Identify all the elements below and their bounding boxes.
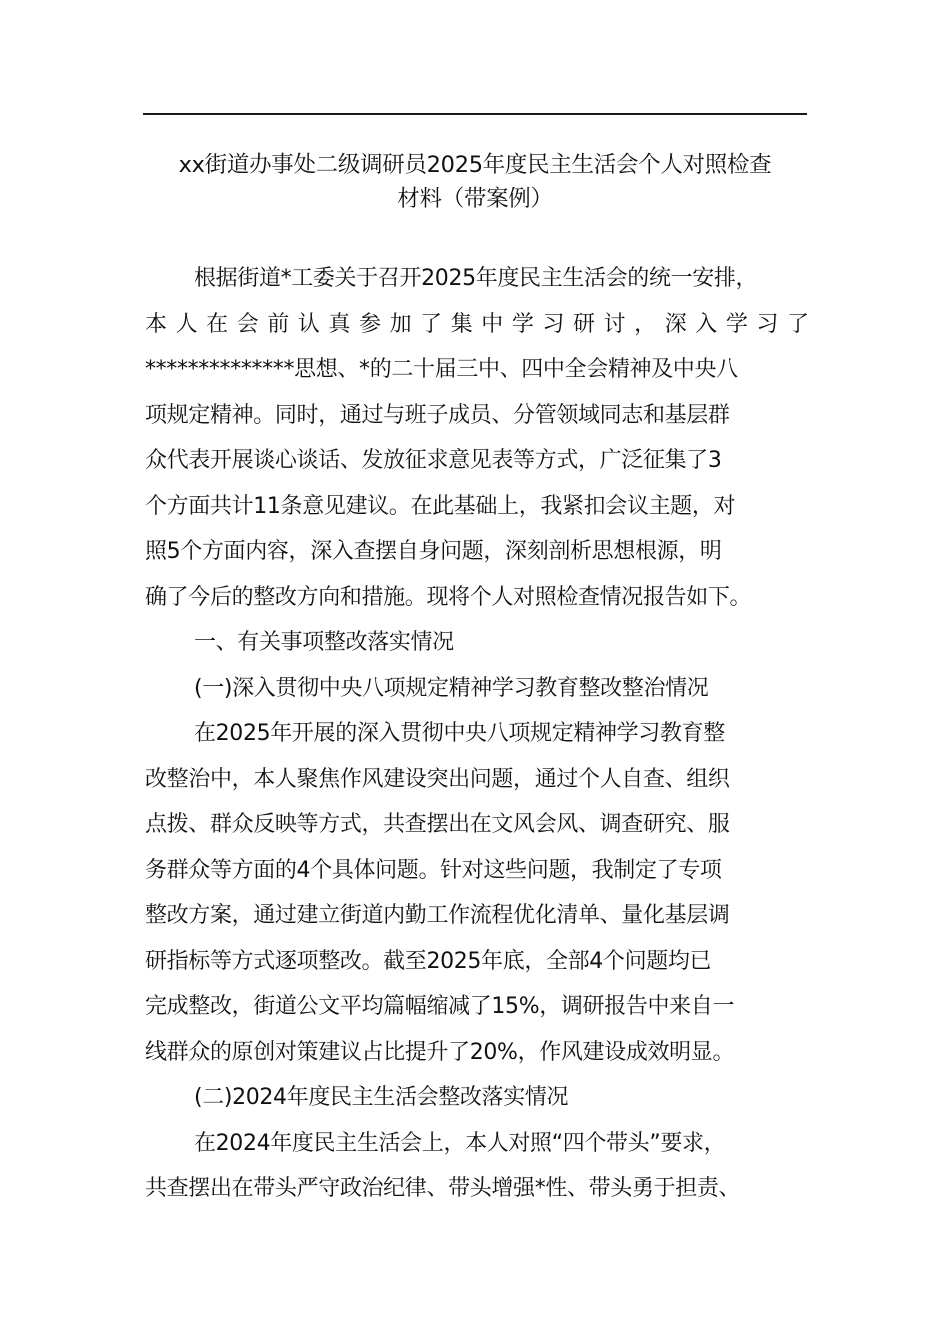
paragraph-line: 点拨、群众反映等方式，共查摆出在文风会风、调查研究、服 <box>145 812 730 837</box>
paragraph-line: 确了今后的整改方向和措施。现将个人对照检查情况报告如下。 <box>145 584 752 610</box>
paragraph-line: 整改方案，通过建立街道内勤工作流程优化清单、量化基层调 <box>145 903 730 928</box>
paragraph-line: 改整治中，本人聚焦作风建设突出问题，通过个人自查、组织 <box>145 766 730 792</box>
title-line: 材料（带案例） <box>397 186 553 212</box>
paragraph-line: 众代表开展谈心谈话、发放征求意见表等方式，广泛征集了3 <box>145 448 722 473</box>
paragraph-line: (二)2024年度民主生活会整改落实情况 <box>194 1085 569 1110</box>
header-rule <box>143 113 807 115</box>
paragraph-line: 在2025年开展的深入贯彻中央八项规定精神学习教育整 <box>194 721 725 746</box>
paragraph-line: 研指标等方式逐项整改。截至2025年底，全部4个问题均已 <box>145 948 712 974</box>
paragraph-line: 完成整改，街道公文平均篇幅缩减了15%，调研报告中来自一 <box>145 994 735 1019</box>
paragraph-line: 共查摆出在带头严守政治纪律、带头增强*性、带头勇于担责、 <box>145 1176 741 1201</box>
paragraph-line: (一)深入贯彻中央八项规定精神学习教育整改整治情况 <box>194 675 709 701</box>
document-title <box>143 148 807 216</box>
paragraph-line: 照5个方面内容，深入查摆自身问题，深刻剖析思想根源，明 <box>145 539 722 564</box>
paragraph-line: 线群众的原创对策建议占比提升了20%，作风建设成效明显。 <box>145 1039 735 1065</box>
paragraph-line: 个方面共计11条意见建议。在此基础上，我紧扣会议主题，对 <box>145 493 736 519</box>
paragraph-line: 根据街道*工委关于召开2025年度民主生活会的统一安排， <box>194 266 758 291</box>
paragraph-line: 本人在会前认真参加了集中学习研讨，深入学习了 <box>145 311 809 337</box>
paragraph-line: 在2024年度民主生活会上，本人对照“四个带头”要求， <box>194 1130 726 1156</box>
title-line: xx街道办事处二级调研员2025年度民主生活会个人对照检查 <box>178 152 772 178</box>
paragraph-line: 务群众等方面的4个具体问题。针对这些问题，我制定了专项 <box>145 857 722 883</box>
paragraph-line: 项规定精神。同时，通过与班子成员、分管领域同志和基层群 <box>145 402 730 428</box>
document-body <box>145 256 809 1212</box>
paragraph-line: 一、有关事项整改落实情况 <box>194 630 454 655</box>
paragraph-line: **************思想、*的二十届三中、四中全会精神及中央八 <box>145 357 738 382</box>
